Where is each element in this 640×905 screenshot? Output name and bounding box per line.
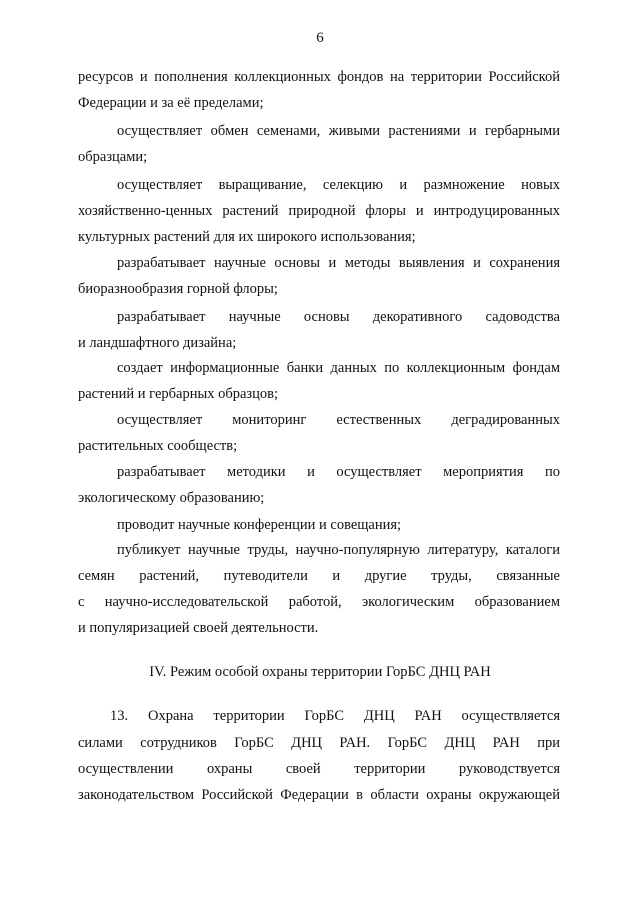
section-heading: IV. Режим особой охраны территории ГорБС ДНЦ РАН bbox=[149, 664, 491, 680]
text-line: осуществляет мониторинг естественных деградированных bbox=[117, 412, 560, 428]
text-line: хозяйственно-ценных растений природной флоры и интродуцированных bbox=[78, 203, 560, 219]
text-line: осуществлении охраны своей территории руководствуется bbox=[78, 761, 560, 777]
text-line: культурных растений для их широкого использования; bbox=[78, 229, 416, 245]
text-line: создает информационные банки данных по коллекционным фондам bbox=[117, 360, 560, 376]
text-line: проводит научные конференции и совещания; bbox=[117, 517, 402, 533]
text-line: растительных сообществ; bbox=[78, 438, 238, 454]
text-line: и ландшафтного дизайна; bbox=[78, 335, 237, 351]
text-line: биоразнообразия горной флоры; bbox=[78, 281, 278, 297]
text-line: семян растений, путеводители и другие труды, связанные bbox=[78, 568, 560, 584]
text-line: растений и гербарных образцов; bbox=[78, 386, 278, 402]
text-line: силами сотрудников ГорБС ДНЦ РАН. ГорБС ДНЦ РАН при bbox=[78, 735, 560, 751]
text-line: и популяризацией своей деятельности. bbox=[78, 620, 319, 636]
text-line: осуществляет выращивание, селекцию и размножение новых bbox=[117, 177, 560, 193]
text-line: ресурсов и пополнения коллекционных фондов на территории Российской bbox=[78, 69, 560, 85]
text-line: осуществляет обмен семенами, живыми растениями и гербарными bbox=[117, 123, 560, 139]
page-number: 6 bbox=[316, 30, 324, 46]
text-line: образцами; bbox=[78, 149, 148, 165]
text-line: 13. Охрана территории ГорБС ДНЦ РАН осуществляется bbox=[110, 708, 560, 724]
text-line: публикует научные труды, научно-популярную литературу, каталоги bbox=[117, 542, 560, 558]
text-line: экологическому образованию; bbox=[78, 490, 265, 506]
text-line: разрабатывает методики и осуществляет мероприятия по bbox=[117, 464, 560, 480]
text-line: разрабатывает научные основы декоративного садоводства bbox=[117, 309, 560, 325]
text-line: Федерации и за её пределами; bbox=[78, 95, 264, 111]
text-line: законодательством Российской Федерации в области охраны окружающей bbox=[78, 787, 560, 803]
text-line: разрабатывает научные основы и методы выявления и сохранения bbox=[117, 255, 560, 271]
text-line: с научно-исследовательской работой, экологическим образованием bbox=[78, 594, 560, 610]
